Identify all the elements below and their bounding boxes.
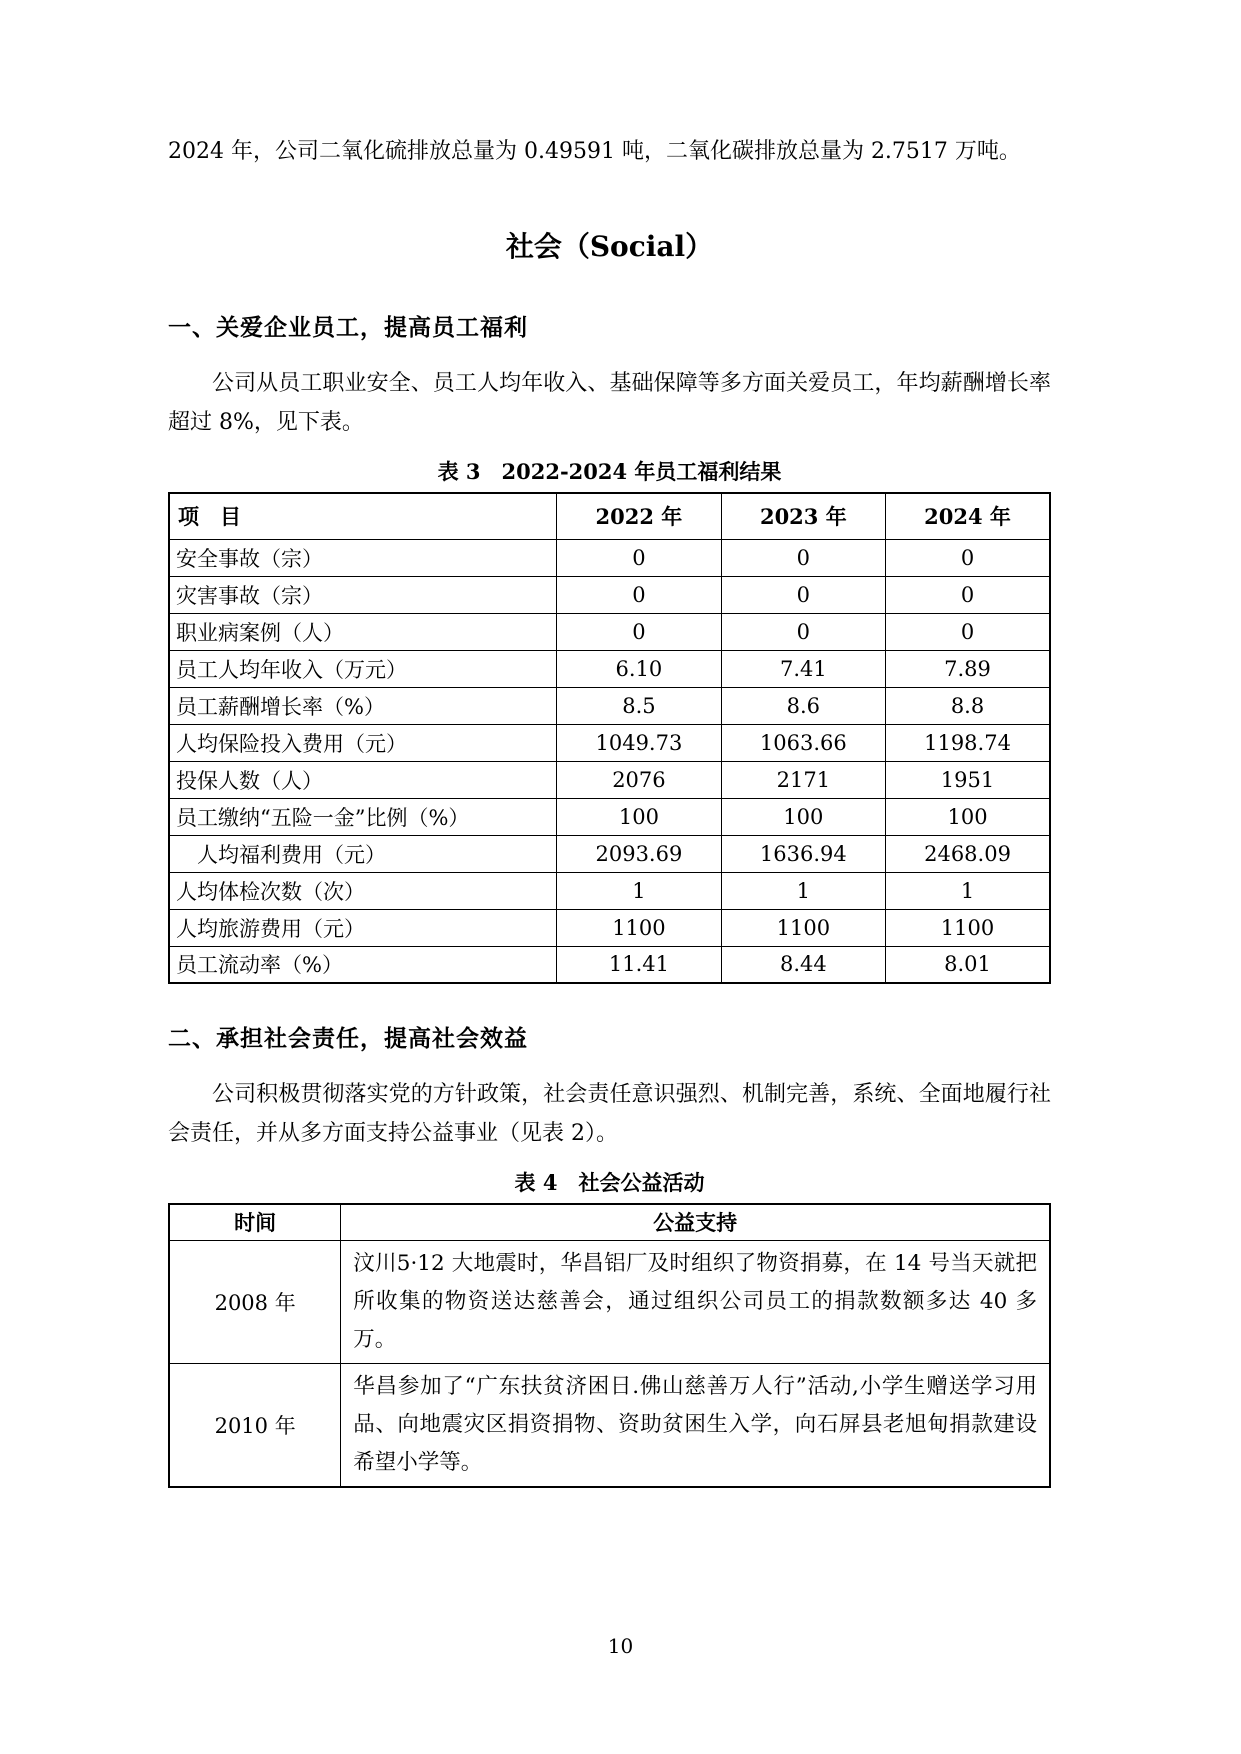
table-row — [169, 1363, 1050, 1487]
table-row — [169, 650, 1050, 687]
row-label: 员工缴纳“五险一金”比例（%） — [169, 798, 557, 835]
row-label: 人均体检次数（次） — [169, 872, 557, 909]
main-heading: 社会（Social） — [505, 230, 714, 263]
cell-value: 0 — [886, 613, 1050, 650]
cell-value: 7.41 — [721, 650, 885, 687]
cell-value: 1100 — [721, 909, 885, 946]
cell-value: 8.44 — [721, 946, 885, 983]
table-row — [169, 724, 1050, 761]
table-row — [169, 761, 1050, 798]
table-row — [169, 687, 1050, 724]
row-description: 华昌参加了“广东扶贫济困日.佛山慈善万人行”活动,小学生赠送学习用品、向地震灾区捐资捐物、资助贫困生入学，向石屏县老旭甸捐款建设希望小学等。 — [341, 1363, 1050, 1487]
column-header-support: 公益支持 — [341, 1204, 1050, 1240]
column-header-2024: 2024 年 — [886, 493, 1050, 539]
table-row — [169, 539, 1050, 576]
row-label: 投保人数（人） — [169, 761, 557, 798]
row-label: 人均保险投入费用（元） — [169, 724, 557, 761]
table-row — [169, 872, 1050, 909]
cell-value: 1 — [557, 872, 721, 909]
cell-value: 0 — [721, 576, 885, 613]
table-row — [169, 835, 1050, 872]
cell-value: 100 — [886, 798, 1050, 835]
cell-value: 8.01 — [886, 946, 1050, 983]
row-label: 职业病案例（人） — [169, 613, 557, 650]
cell-value: 0 — [721, 539, 885, 576]
cell-value: 0 — [886, 576, 1050, 613]
cell-value: 0 — [557, 613, 721, 650]
row-time: 2010 年 — [169, 1363, 341, 1487]
section-2-paragraph: 公司积极贯彻落实党的方针政策，社会责任意识强烈、机制完善，系统、全面地履行社会责任，并从多方面支持公益事业（见表 2）。 — [168, 1082, 1051, 1146]
cell-value: 1 — [886, 872, 1050, 909]
charity-table-caption: 表 4 社会公益活动 — [514, 1170, 705, 1195]
table-row — [169, 946, 1050, 983]
section-1-paragraph: 公司从员工职业安全、员工人均年收入、基础保障等多方面关爱员工，年均薪酬增长率超过 8%，见下表。 — [168, 371, 1051, 435]
charity-table-header-row — [169, 1204, 1050, 1240]
welfare-table-caption: 表 3 2022-2024 年员工福利结果 — [437, 459, 782, 484]
cell-value: 1100 — [886, 909, 1050, 946]
cell-value: 0 — [557, 539, 721, 576]
row-time: 2008 年 — [169, 1240, 341, 1363]
cell-value: 7.89 — [886, 650, 1050, 687]
column-header-time: 时间 — [169, 1204, 341, 1240]
table-row — [169, 1240, 1050, 1363]
cell-value: 1636.94 — [721, 835, 885, 872]
column-header-2022: 2022 年 — [557, 493, 721, 539]
cell-value: 2468.09 — [886, 835, 1050, 872]
row-label: 员工人均年收入（万元） — [169, 650, 557, 687]
welfare-table — [168, 492, 1051, 984]
cell-value: 100 — [557, 798, 721, 835]
row-label: 人均福利费用（元） — [169, 835, 557, 872]
cell-value: 8.8 — [886, 687, 1050, 724]
cell-value: 1198.74 — [886, 724, 1050, 761]
intro-paragraph: 2024 年，公司二氧化硫排放总量为 0.49591 吨，二氧化碳排放总量为 2.7517 万吨。 — [168, 139, 1021, 164]
welfare-table-header-row — [169, 493, 1050, 539]
cell-value: 2076 — [557, 761, 721, 798]
cell-value: 100 — [721, 798, 885, 835]
cell-value: 6.10 — [557, 650, 721, 687]
charity-table — [168, 1203, 1051, 1488]
cell-value: 8.5 — [557, 687, 721, 724]
cell-value: 11.41 — [557, 946, 721, 983]
row-label: 员工薪酬增长率（%） — [169, 687, 557, 724]
column-header-item: 项 目 — [169, 493, 557, 539]
row-label: 安全事故（宗） — [169, 539, 557, 576]
row-label: 人均旅游费用（元） — [169, 909, 557, 946]
cell-value: 1063.66 — [721, 724, 885, 761]
cell-value: 1951 — [886, 761, 1050, 798]
cell-value: 1 — [721, 872, 885, 909]
cell-value: 0 — [721, 613, 885, 650]
cell-value: 1100 — [557, 909, 721, 946]
cell-value: 2171 — [721, 761, 885, 798]
cell-value: 2093.69 — [557, 835, 721, 872]
table-row — [169, 613, 1050, 650]
row-label: 灾害事故（宗） — [169, 576, 557, 613]
table-row — [169, 798, 1050, 835]
table-row — [169, 909, 1050, 946]
cell-value: 1049.73 — [557, 724, 721, 761]
section-1-heading: 一、关爱企业员工，提高员工福利 — [168, 314, 528, 340]
row-description: 汶川5·12 大地震时，华昌铝厂及时组织了物资捐募，在 14 号当天就把所收集的物资送达慈善会，通过组织公司员工的捐款数额多达 40 多万。 — [341, 1240, 1050, 1363]
column-header-2023: 2023 年 — [721, 493, 885, 539]
cell-value: 0 — [557, 576, 721, 613]
section-2-heading: 二、承担社会责任，提高社会效益 — [168, 1025, 528, 1051]
row-label: 员工流动率（%） — [169, 946, 557, 983]
page-number: 10 — [607, 1634, 634, 1658]
cell-value: 8.6 — [721, 687, 885, 724]
table-row — [169, 576, 1050, 613]
cell-value: 0 — [886, 539, 1050, 576]
